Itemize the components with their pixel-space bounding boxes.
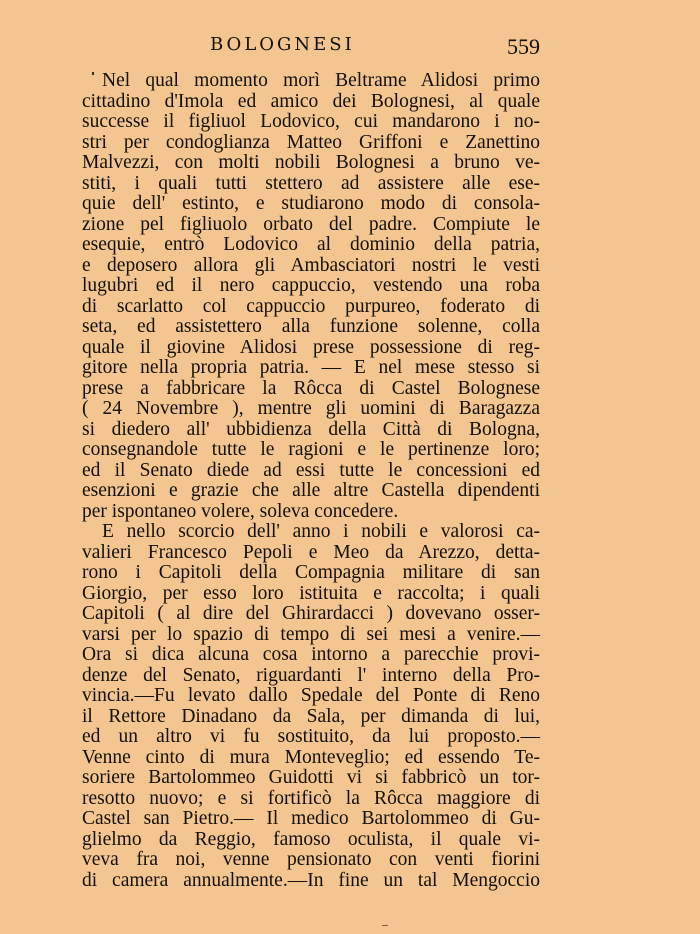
page-number: 559 [507, 34, 540, 59]
text-line: quale il giovine Alidosi prese possessione di reg- [82, 336, 540, 358]
body-text [82, 71, 540, 891]
text-line: resotto nuovo; e si fortificò la Rôcca maggiore di [82, 787, 540, 809]
text-line: Capitoli ( al dire del Ghirardacci ) dovevano osser- [82, 603, 540, 624]
text-line: Castel san Pietro.— Il medico Bartolommeo di Gu- [82, 808, 540, 829]
text-line: seta, ed assistettero alla funzione solenne, colla [82, 316, 540, 337]
page-smudge [382, 925, 388, 926]
text-line: gitore nella propria patria. — E nel mese stesso si [82, 357, 540, 378]
text-line: il Rettore Dinadano da Sala, per dimanda di lui, [82, 705, 540, 727]
text-line: di scarlatto col cappuccio purpureo, foderato di [82, 295, 540, 317]
running-head: BOLOGNESI [210, 34, 355, 55]
text-line: ed un altro vi fu sostituito, da lui proposto.— [82, 726, 540, 747]
text-line: e deposero allora gli Ambasciatori nostri le vesti [82, 254, 540, 276]
text-line: glielmo da Reggio, famoso oculista, il quale vi- [82, 828, 540, 850]
text-line: E nello scorcio dell' anno i nobili e valorosi ca- [102, 521, 540, 542]
text-line: Nel qual momento morì Beltrame Alidosi primo [102, 70, 540, 91]
text-line: zione pel figliuolo orbato del padre. Compiute le [82, 213, 540, 235]
text-line: stri per condoglianza Matteo Griffoni e Zanettino [82, 131, 540, 153]
text-line: Giorgio, per esso loro istituita e raccolta; i quali [82, 582, 540, 604]
text-line: successe il figliuol Lodovico, cui mandarono i no- [82, 111, 540, 132]
text-line: soriere Bartolommeo Guidotti vi si fabbricò un tor- [82, 767, 540, 788]
text-line: Venne cinto di mura Monteveglio; ed essendo Te- [82, 746, 540, 768]
text-line: per ispontaneo volere, soleva concedere. [82, 500, 399, 522]
text-line: rono i Capitoli della Compagnia militare di san [82, 562, 540, 583]
text-line: stiti, i quali tutti stettero ad assistere alle ese- [82, 172, 540, 194]
text-line: cittadino d'Imola ed amico dei Bolognesi, al quale [82, 90, 540, 112]
text-line: quie dell' estinto, e studiarono modo di consola- [82, 193, 540, 214]
text-line: esequie, entrò Lodovico al dominio della patria, [82, 234, 540, 255]
text-line: consegnandole tutte le ragioni e le pertinenze loro; [82, 439, 540, 460]
text-line: di camera annualmente.—In fine un tal Mengoccio [82, 869, 540, 891]
text-line: esenzioni e grazie che alle altre Castella dipendenti [82, 480, 540, 501]
text-line: valieri Francesco Pepoli e Meo da Arezzo, detta- [82, 541, 540, 563]
text-line: Ora si dica alcuna cosa intorno a parecchie provi- [82, 644, 540, 665]
text-line: vincia.—Fu levato dallo Spedale del Ponte di Reno [82, 685, 540, 706]
page-header [80, 34, 540, 60]
text-line: ( 24 Novembre ), mentre gli uomini di Baragazza [82, 398, 540, 419]
text-line: Malvezzi, con molti nobili Bolognesi a bruno ve- [82, 152, 540, 173]
text-line: denze del Senato, riguardanti l' interno della Pro- [82, 664, 540, 686]
text-line: veva fra noi, venne pensionato con venti fiorini [82, 849, 540, 870]
text-line: lugubri ed il nero cappuccio, vestendo una roba [82, 275, 540, 296]
text-line: varsi per lo spazio di tempo di sei mesi a venire.— [82, 623, 540, 645]
text-line: ed il Senato diede ad essi tutte le concessioni ed [82, 459, 540, 481]
text-line: si diedero all' ubbidienza della Città di Bologna, [82, 418, 540, 440]
text-line: prese a fabbricare la Rôcca di Castel Bolognese [82, 377, 540, 399]
